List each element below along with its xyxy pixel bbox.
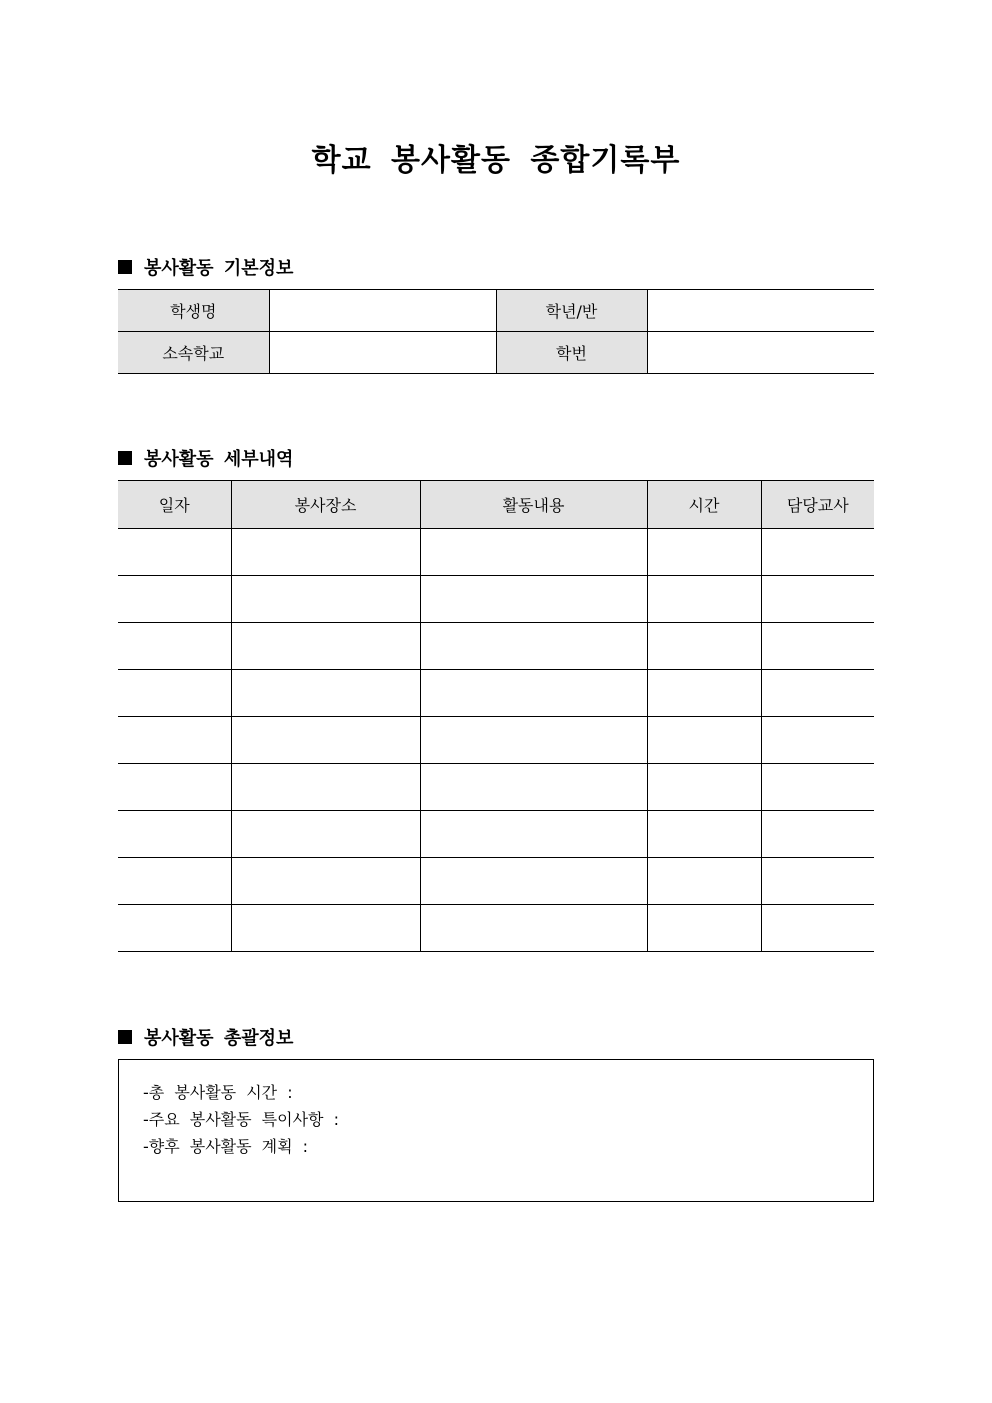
hours-cell[interactable]: [647, 670, 761, 717]
section-heading-text: 봉사활동 기본정보: [144, 258, 294, 279]
place-cell[interactable]: [231, 576, 420, 623]
section-heading-basic-info: [118, 254, 293, 280]
future-plan-line: -향후 봉사활동 계획 :: [143, 1137, 309, 1156]
total-hours-line: -총 봉사활동 시간 :: [143, 1083, 293, 1102]
table-row: [118, 529, 874, 576]
activity-cell[interactable]: [420, 858, 647, 905]
hours-cell[interactable]: [647, 811, 761, 858]
date-cell[interactable]: [118, 623, 231, 670]
teacher-cell[interactable]: [761, 576, 874, 623]
grade-class-label: 학년/반: [496, 290, 647, 332]
date-cell[interactable]: [118, 905, 231, 952]
grade-class-field[interactable]: [647, 290, 874, 332]
date-cell[interactable]: [118, 670, 231, 717]
hours-cell[interactable]: [647, 717, 761, 764]
table-row: [118, 858, 874, 905]
date-cell[interactable]: [118, 576, 231, 623]
teacher-cell[interactable]: [761, 670, 874, 717]
hours-cell[interactable]: [647, 623, 761, 670]
table-row: [118, 764, 874, 811]
column-header-place: 봉사장소: [231, 481, 420, 529]
activity-cell[interactable]: [420, 576, 647, 623]
student-name-label: 학생명: [118, 290, 269, 332]
place-cell[interactable]: [231, 529, 420, 576]
section-heading-details: [118, 445, 293, 471]
student-name-field[interactable]: [269, 290, 496, 332]
hours-cell[interactable]: [647, 764, 761, 811]
hours-cell[interactable]: [647, 905, 761, 952]
notable-items-line: -주요 봉사활동 특이사항 :: [143, 1110, 339, 1129]
activity-cell[interactable]: [420, 811, 647, 858]
hours-cell[interactable]: [647, 858, 761, 905]
section-heading-text: 봉사활동 총괄정보: [144, 1028, 294, 1049]
hours-cell[interactable]: [647, 529, 761, 576]
date-cell[interactable]: [118, 717, 231, 764]
detail-table-body: [118, 529, 874, 952]
column-header-activity: 활동내용: [420, 481, 647, 529]
activity-cell[interactable]: [420, 529, 647, 576]
square-bullet-icon: [118, 451, 132, 465]
date-cell[interactable]: [118, 811, 231, 858]
teacher-cell[interactable]: [761, 764, 874, 811]
student-number-label: 학번: [496, 332, 647, 374]
table-row: [118, 290, 874, 332]
activity-cell[interactable]: [420, 905, 647, 952]
date-cell[interactable]: [118, 529, 231, 576]
place-cell[interactable]: [231, 764, 420, 811]
teacher-cell[interactable]: [761, 905, 874, 952]
column-header-hours: 시간: [647, 481, 761, 529]
activity-cell[interactable]: [420, 670, 647, 717]
table-row: [118, 905, 874, 952]
date-cell[interactable]: [118, 858, 231, 905]
place-cell[interactable]: [231, 717, 420, 764]
hours-cell[interactable]: [647, 576, 761, 623]
summary-box[interactable]: [118, 1059, 874, 1202]
square-bullet-icon: [118, 260, 132, 274]
student-number-field[interactable]: [647, 332, 874, 374]
table-header-row: [118, 481, 874, 529]
place-cell[interactable]: [231, 905, 420, 952]
teacher-cell[interactable]: [761, 858, 874, 905]
page-title: 학교 봉사활동 종합기록부: [311, 143, 681, 178]
place-cell[interactable]: [231, 811, 420, 858]
activity-cell[interactable]: [420, 717, 647, 764]
basic-info-table: [118, 289, 874, 374]
column-header-date: 일자: [118, 481, 231, 529]
table-row: [118, 623, 874, 670]
place-cell[interactable]: [231, 670, 420, 717]
table-row: [118, 332, 874, 374]
school-field[interactable]: [269, 332, 496, 374]
date-cell[interactable]: [118, 764, 231, 811]
square-bullet-icon: [118, 1030, 132, 1044]
detail-table: [118, 480, 874, 952]
place-cell[interactable]: [231, 623, 420, 670]
column-header-teacher: 담당교사: [761, 481, 874, 529]
table-row: [118, 576, 874, 623]
table-row: [118, 717, 874, 764]
section-heading-summary: [118, 1024, 293, 1050]
section-heading-text: 봉사활동 세부내역: [144, 449, 294, 470]
activity-cell[interactable]: [420, 764, 647, 811]
table-row: [118, 670, 874, 717]
teacher-cell[interactable]: [761, 529, 874, 576]
teacher-cell[interactable]: [761, 811, 874, 858]
table-row: [118, 811, 874, 858]
teacher-cell[interactable]: [761, 623, 874, 670]
activity-cell[interactable]: [420, 623, 647, 670]
place-cell[interactable]: [231, 858, 420, 905]
teacher-cell[interactable]: [761, 717, 874, 764]
school-label: 소속학교: [118, 332, 269, 374]
